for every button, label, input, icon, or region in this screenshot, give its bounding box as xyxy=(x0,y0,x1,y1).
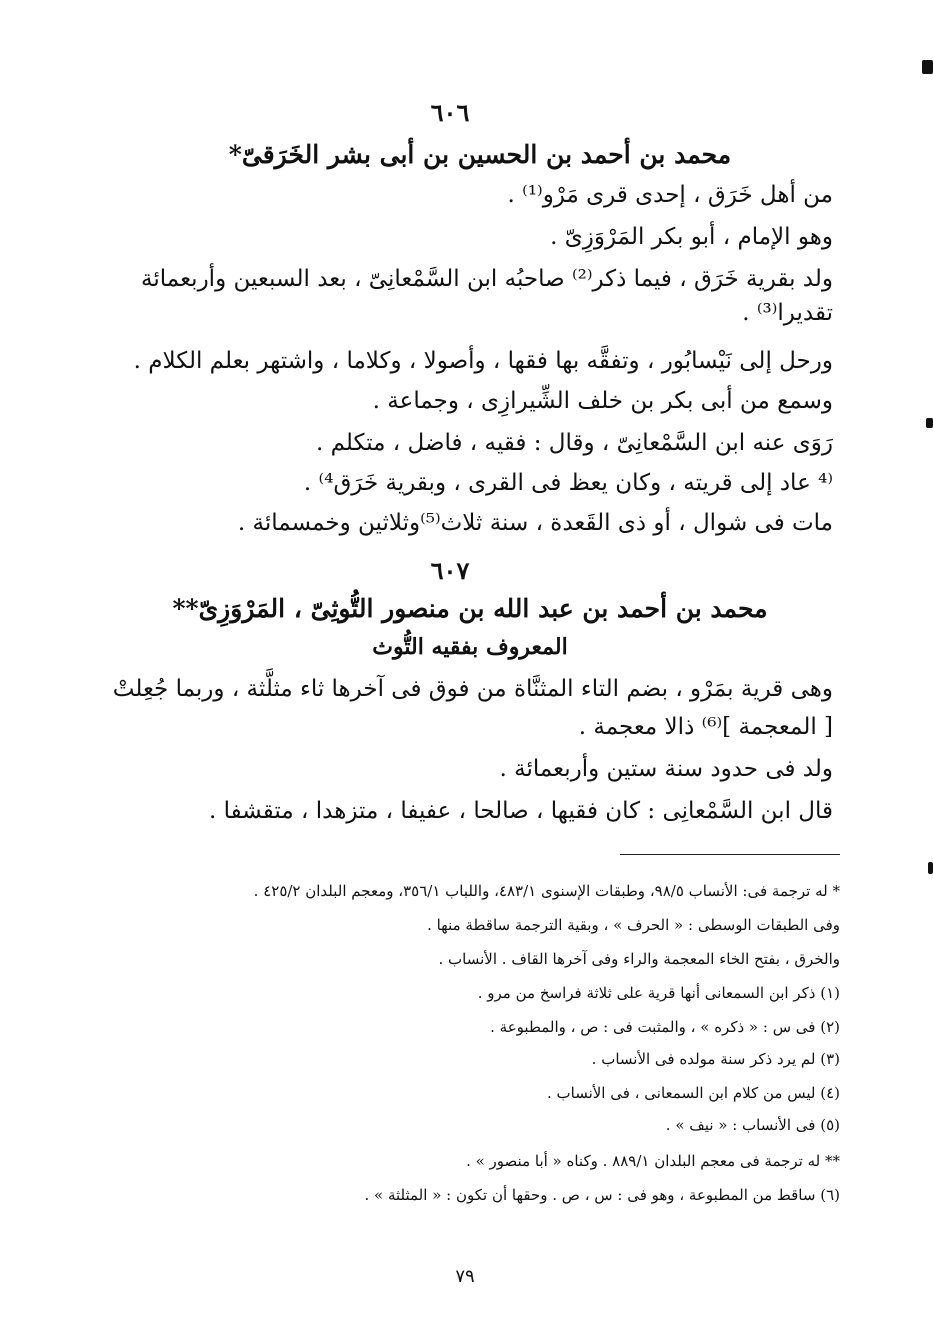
body-line: مات فى شوال ، أو ذى القَعدة ، سنة ثلاث⁽⁵⁾وثلاثين وخمسمائة . xyxy=(237,510,833,536)
body-line: رَوَى عنه ابن السَّمْعانِىّ ، وقال : فقيه ، فاضل ، متكلم . xyxy=(315,430,833,456)
body-line: وهى قرية بمَرْو ، بضم التاء المثنَّاة من فوق فى آخرها ثاء مثلَّثة ، وربما جُعِلتْ xyxy=(112,676,833,702)
body-line: ⁽⁴ عاد إلى قريته ، وكان يعظ فى القرى ، وبقرية خَرَق⁴⁾ . xyxy=(303,470,833,496)
footnote: (٣) لم يرد ذكر سنة مولده فى الأنساب . xyxy=(591,1050,840,1068)
footnote: ** له ترجمة فى معجم البلدان ٨٨٩/١ . وكناه « أبا منصور » . xyxy=(466,1152,840,1170)
scan-mark-lower xyxy=(928,862,933,874)
body-line: وسمع من أبى بكر بن خلف الشِّيرازِى ، وجماعة . xyxy=(372,388,833,414)
footnote: والخرق ، بفتح الخاء المعجمة والراء وفى آخرها القاف . الأنساب . xyxy=(438,950,840,968)
entry-number: ٦٠٦ xyxy=(430,98,470,127)
body-line: ولد فى حدود سنة ستين وأربعمائة . xyxy=(499,756,833,782)
body-line: قال ابن السَّمْعانِى : كان فقيها ، صالحا ، عفيفا ، متزهدا ، متقشفا . xyxy=(209,798,833,824)
page-number: ٧٩ xyxy=(455,1266,475,1287)
footnote: (٥) فى الأنساب : « نيف » . xyxy=(665,1116,840,1134)
body-line: تقديرا⁽³⁾ . xyxy=(742,300,833,326)
footnote: (٦) ساقط من المطبوعة ، وهو فى : س ، ص . وحقها أن تكون : « المثلثة » . xyxy=(364,1186,840,1204)
scan-mark-middle xyxy=(926,418,933,428)
body-line: من أهل خَرَق ، إحدى قرى مَرْو⁽¹⁾ . xyxy=(507,182,833,208)
footnote: * له ترجمة فى: الأنساب ٩٨/٥، وطبقات الإسنوى ٤٨٣/١، واللباب ٣٥٦/١، ومعجم البلدان ٤٢٥/٢ . xyxy=(253,882,840,900)
scan-mark-top xyxy=(922,60,933,74)
entry-number: ٦٠٧ xyxy=(430,556,470,585)
body-line: ورحل إلى نَيْسابُور ، وتفقَّه بها فقها ، وأصولا ، وكلاما ، واشتهر بعلم الكلام . xyxy=(133,348,833,374)
body-line: [ المعجمة ]⁽⁶⁾ ذالا معجمة . xyxy=(578,714,833,740)
entry-title: محمد بن أحمد بن الحسين بن أبى بشر الخَرَقىّ* xyxy=(228,140,732,169)
footnote-separator xyxy=(620,854,840,855)
footnote: (١) ذكر ابن السمعانى أنها قرية على ثلاثة فراسخ من مرو . xyxy=(477,984,840,1002)
body-line: ولد بقرية خَرَق ، فيما ذكر⁽²⁾ صاحبُه ابن السَّمْعانِىّ ، بعد السبعين وأربعمائة xyxy=(141,266,833,292)
entry-subtitle: المعروف بفقيه التُّوث xyxy=(372,634,568,660)
footnote: (٢) فى س : « ذكره » ، والمثبت فى : ص ، والمطبوعة . xyxy=(490,1018,840,1036)
entry-title: محمد بن أحمد بن عبد الله بن منصور التُّوثِىّ ، المَرْوَزِىّ** xyxy=(172,594,768,623)
footnote: (٤) ليس من كلام ابن السمعانى ، فى الأنساب . xyxy=(546,1084,840,1102)
body-line: وهو الإمام ، أبو بكر المَرْوَزِىّ . xyxy=(550,224,833,250)
footnote: وفى الطبقات الوسطى : « الحرف » ، وبقية الترجمة ساقطة منها . xyxy=(427,916,840,934)
